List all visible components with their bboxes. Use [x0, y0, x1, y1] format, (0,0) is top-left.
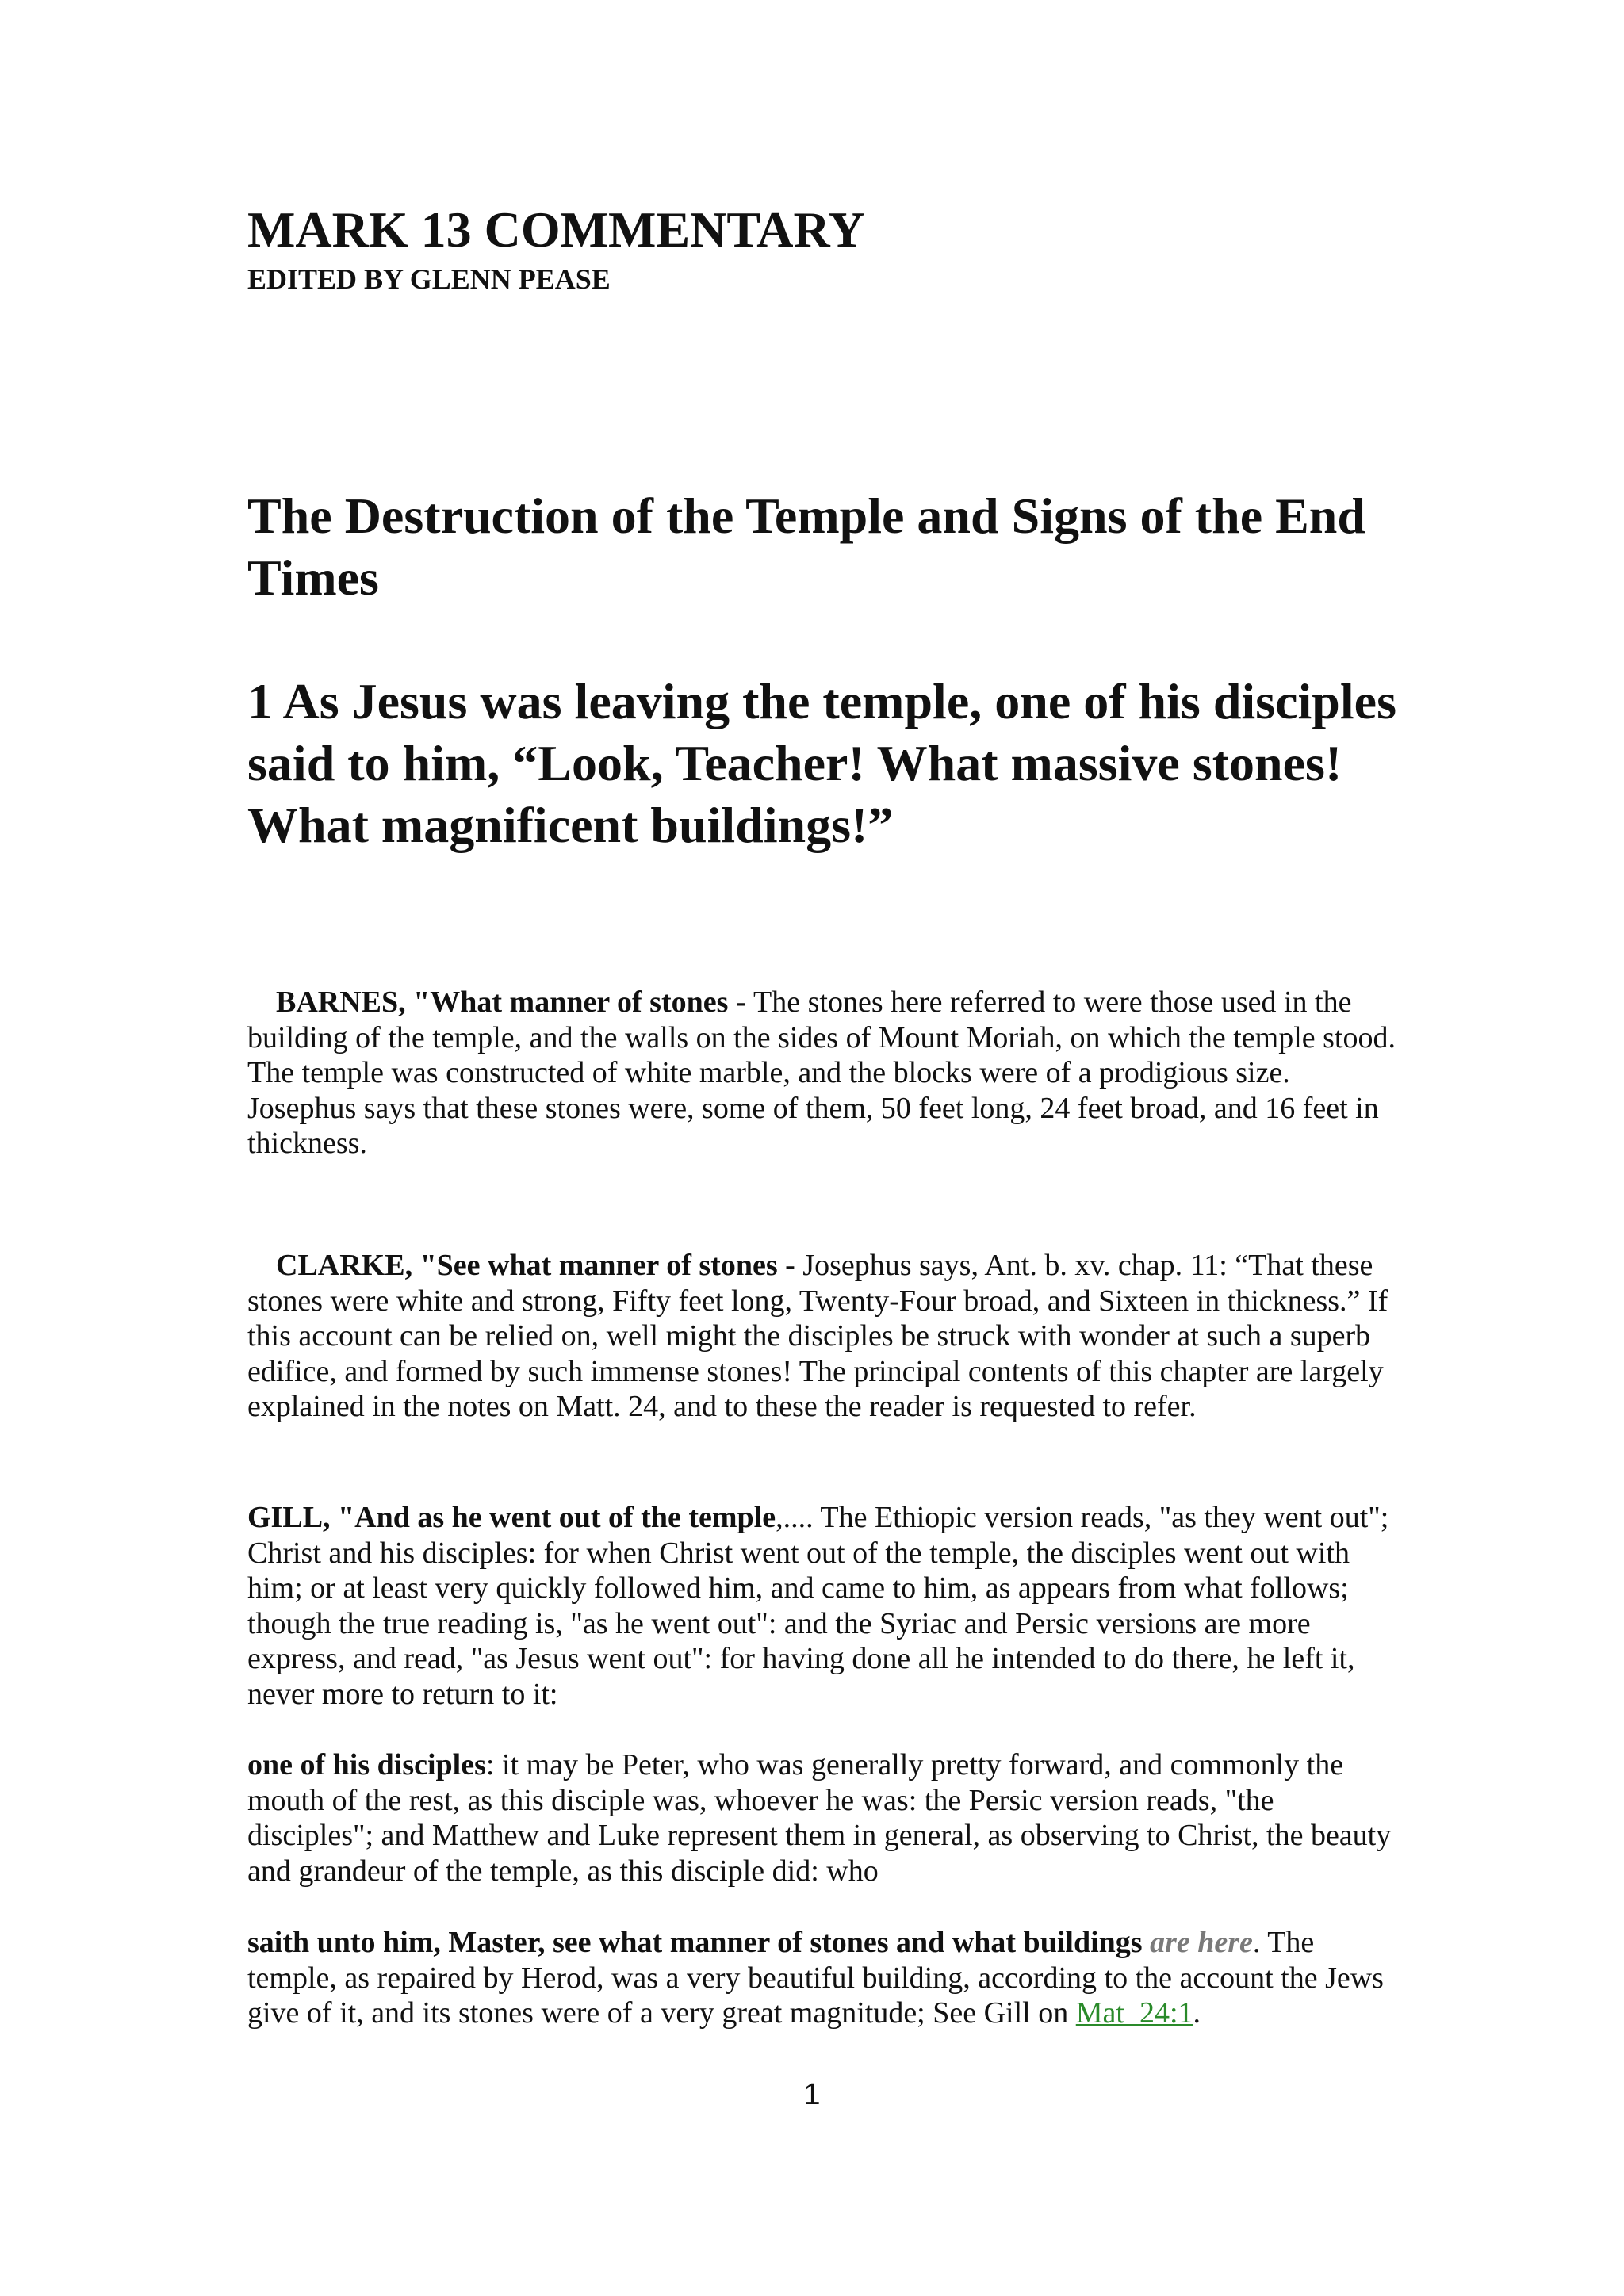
commentary-gill-3-body: . The temple, as repaired by Herod, was a very beautiful building, according to the account the Jews give of it, and its stones were of a very great magnitude; See Gill on	[247, 1926, 1384, 2030]
verse-text: 1 As Jesus was leaving the temple, one of his disciples said to him, “Look, Teacher! What massive stones! What magnificent buildings!”	[247, 673, 1396, 853]
commentary-gill-3-italic: are here	[1150, 1926, 1253, 1959]
commentary-gill-2-body: : it may be Peter, who was generally pretty forward, and commonly the mouth of the rest, as this disciple was, whoever he was: the Persic version reads, "the disciples"; and Matthew and Luke represent them in general, as observing to Christ, the beauty and grandeur of the temple, as this disciple did: who	[247, 1748, 1392, 1888]
document-title: MARK 13 COMMENTARY	[247, 201, 865, 258]
commentary-gill-3-lead: saith unto him, Master, see what manner of stones and what buildings	[247, 1926, 1151, 1959]
commentary-gill-2	[247, 1747, 1405, 1888]
commentary-clarke-lead: CLARKE, "See what manner of stones -	[276, 1249, 803, 1282]
commentary-gill-3	[247, 1925, 1405, 2031]
commentary-barnes	[247, 985, 1405, 1161]
commentary-gill-1-body: ,.... The Ethiopic version reads, "as they went out"; Christ and his disciples: for when Christ went out of the temple, the disciples went out with him; or at least very quickly followed him, and came to him, as appears from what follows; though the true reading is, "as he went out": and the Syriac and Persic versions are more express, and read, "as Jesus went out": for having done all he intended to do there, he left it, never more to return to it:	[247, 1501, 1389, 1711]
document-editor-line: EDITED BY GLENN PEASE	[247, 263, 611, 295]
commentary-gill-1	[247, 1500, 1405, 1712]
commentary-clarke-body: Josephus says, Ant. b. xv. chap. 11: “That these stones were white and strong, Fifty feet long, Twenty-Four broad, and Sixteen in thickness.” If this account can be relied on, well might the disciples be struck with wonder at such a superb edifice, and formed by such immense stones! The principal contents of this chapter are largely explained in the notes on Matt. 24, and to these the reader is requested to refer.	[247, 1249, 1388, 1423]
page-number: 1	[803, 2078, 821, 2111]
scripture-reference-link[interactable]: Mat_24:1	[1075, 1996, 1193, 2030]
commentary-barnes-lead: BARNES, "What manner of stones -	[276, 985, 754, 1019]
commentary-barnes-body: The stones here referred to were those used in the building of the temple, and the walls on the sides of Mount Moriah, on which the temple stood. The temple was constructed of white marble, and the blocks were of a prodigious size. Josephus says that these stones were, some of them, 50 feet long, 24 feet broad, and 16 feet in thickness.	[247, 985, 1396, 1160]
commentary-gill-2-lead: one of his disciples	[247, 1748, 486, 1781]
commentary-clarke	[247, 1248, 1405, 1425]
commentary-gill-1-lead: GILL, "And as he went out of the temple	[247, 1501, 776, 1534]
section-heading: The Destruction of the Temple and Signs of the End Times	[247, 488, 1365, 606]
commentary-gill-3-tail: .	[1193, 1996, 1201, 2030]
